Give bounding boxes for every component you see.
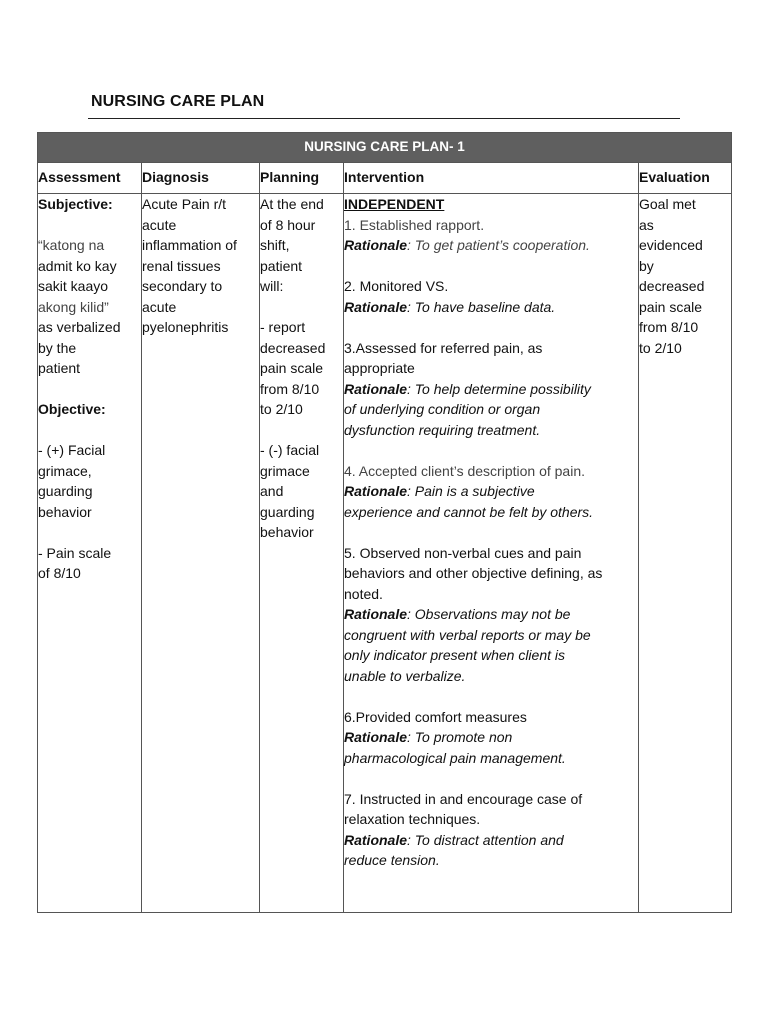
intervention-action-line: 4. Accepted client’s description of pain. bbox=[344, 462, 586, 479]
intervention-action-line: relaxation techniques. bbox=[344, 811, 481, 827]
intervention-item bbox=[344, 707, 638, 769]
rationale-line: only indicator present when client is bbox=[344, 647, 566, 663]
planning-goal-line: pain scale bbox=[260, 360, 324, 376]
intervention-cell bbox=[344, 194, 639, 913]
evaluation-line: as bbox=[639, 216, 654, 233]
patient-quote-line: admit ko kay bbox=[38, 257, 117, 274]
assessment-cell bbox=[38, 194, 142, 913]
intervention-item bbox=[344, 543, 638, 687]
rationale-label: Rationale bbox=[344, 831, 408, 848]
intervention-action-line: 7. Instructed in and encourage case of bbox=[344, 790, 583, 807]
evaluation-cell bbox=[639, 194, 732, 913]
intervention-action-line: behaviors and other objective defining, as bbox=[344, 565, 603, 581]
title-divider bbox=[88, 118, 680, 119]
objective-line: - (+) Facial bbox=[38, 442, 106, 458]
intervention-item bbox=[344, 789, 638, 871]
content-row bbox=[38, 194, 732, 913]
header-diagnosis: Diagnosis bbox=[142, 163, 260, 194]
rationale-line bbox=[344, 481, 638, 502]
rationale-line: dysfunction requiring treatment. bbox=[344, 421, 541, 438]
patient-quote-line: akong kilid” bbox=[38, 298, 109, 315]
subjective-label: Subjective: bbox=[38, 196, 113, 212]
rationale-text: : Observations may not be bbox=[407, 606, 571, 622]
diagnosis-cell bbox=[142, 194, 260, 913]
planning-goal-line: from 8/10 bbox=[260, 380, 320, 397]
intervention-item bbox=[344, 461, 638, 523]
intervention-action-line: 1. Established rapport. bbox=[344, 216, 485, 233]
planning-line: will: bbox=[260, 278, 284, 294]
rationale-line bbox=[344, 379, 638, 400]
rationale-line bbox=[344, 235, 638, 256]
rationale-label: Rationale bbox=[344, 380, 408, 397]
rationale-text: : Pain is a subjective bbox=[407, 483, 535, 499]
planning-line: At the end bbox=[260, 196, 324, 212]
rationale-label: Rationale bbox=[344, 729, 408, 745]
diagnosis-line: pyelonephritis bbox=[142, 319, 229, 335]
planning-goal-line: and bbox=[260, 483, 284, 499]
diagnosis-line: acute bbox=[142, 298, 177, 315]
care-plan-table bbox=[37, 132, 732, 913]
planning-goal-line: behavior bbox=[260, 524, 314, 540]
objective-line: guarding bbox=[38, 483, 93, 499]
rationale-line: of underlying condition or organ bbox=[344, 401, 541, 417]
diagnosis-line: inflammation of bbox=[142, 237, 237, 253]
objective-line: of 8/10 bbox=[38, 565, 81, 581]
planning-goal-line: - report bbox=[260, 319, 306, 335]
planning-goal-line: decreased bbox=[260, 339, 326, 356]
rationale-text: : To promote non bbox=[407, 729, 513, 745]
planning-line: shift, bbox=[260, 237, 290, 253]
assessment-text-line: patient bbox=[38, 360, 81, 376]
rationale-text: : To have baseline data. bbox=[407, 298, 556, 315]
rationale-line bbox=[344, 604, 638, 625]
objective-line: behavior bbox=[38, 503, 92, 520]
table-banner: NURSING CARE PLAN- 1 bbox=[38, 133, 732, 163]
evaluation-line: evidenced bbox=[639, 237, 703, 253]
rationale-label: Rationale bbox=[344, 298, 408, 315]
planning-goal-line: guarding bbox=[260, 503, 315, 520]
planning-goal-line: to 2/10 bbox=[260, 401, 303, 417]
planning-goal-line: - (-) facial bbox=[260, 442, 320, 458]
header-planning: Planning bbox=[260, 163, 344, 194]
diagnosis-line: acute bbox=[142, 216, 177, 233]
header-evaluation: Evaluation bbox=[639, 163, 732, 194]
rationale-line bbox=[344, 727, 638, 748]
planning-line: patient bbox=[260, 257, 303, 274]
patient-quote-line: sakit kaayo bbox=[38, 278, 109, 294]
rationale-text: : To help determine possibility bbox=[407, 380, 591, 397]
rationale-line: experience and cannot be felt by others. bbox=[344, 503, 594, 520]
header-intervention: Intervention bbox=[344, 163, 639, 194]
evaluation-line: to 2/10 bbox=[639, 339, 682, 356]
evaluation-line: decreased bbox=[639, 278, 705, 294]
intervention-action-line: 2. Monitored VS. bbox=[344, 278, 449, 294]
intervention-action-line: 3.Assessed for referred pain, as bbox=[344, 339, 543, 356]
evaluation-line: pain scale bbox=[639, 298, 703, 315]
objective-label: Objective: bbox=[38, 401, 106, 417]
evaluation-line: Goal met bbox=[639, 196, 696, 212]
diagnosis-line: Acute Pain r/t bbox=[142, 196, 227, 212]
rationale-line: reduce tension. bbox=[344, 852, 440, 868]
rationale-label: Rationale bbox=[344, 237, 408, 253]
rationale-line bbox=[344, 830, 638, 851]
patient-quote-line: “katong na bbox=[38, 237, 105, 253]
rationale-line: congruent with verbal reports or may be bbox=[344, 626, 591, 643]
rationale-line bbox=[344, 297, 638, 318]
intervention-item bbox=[344, 276, 638, 317]
rationale-label: Rationale bbox=[344, 606, 408, 622]
intervention-list bbox=[344, 215, 638, 871]
intervention-heading: INDEPENDENT bbox=[344, 196, 445, 212]
rationale-text: : To get patient’s cooperation. bbox=[407, 237, 590, 253]
rationale-label: Rationale bbox=[344, 483, 408, 499]
intervention-action-line: appropriate bbox=[344, 360, 415, 376]
intervention-action-line: 6.Provided comfort measures bbox=[344, 708, 527, 725]
intervention-item bbox=[344, 338, 638, 441]
document-title: NURSING CARE PLAN bbox=[91, 93, 265, 110]
diagnosis-line: renal tissues bbox=[142, 257, 221, 274]
rationale-line: pharmacological pain management. bbox=[344, 749, 566, 766]
rationale-text: : To distract attention and bbox=[407, 831, 564, 848]
diagnosis-line: secondary to bbox=[142, 278, 223, 294]
intervention-action-line: 5. Observed non-verbal cues and pain bbox=[344, 544, 582, 561]
planning-goal-line: grimace bbox=[260, 462, 310, 479]
intervention-action-line: noted. bbox=[344, 585, 383, 602]
header-row bbox=[38, 163, 732, 194]
objective-line: - Pain scale bbox=[38, 544, 112, 561]
planning-line: of 8 hour bbox=[260, 216, 316, 233]
header-assessment: Assessment bbox=[38, 163, 142, 194]
objective-line: grimace, bbox=[38, 462, 92, 479]
planning-cell bbox=[260, 194, 344, 913]
evaluation-line: by bbox=[639, 257, 654, 274]
assessment-text-line: as verbalized bbox=[38, 319, 121, 335]
rationale-line: unable to verbalize. bbox=[344, 667, 466, 684]
assessment-text-line: by the bbox=[38, 339, 77, 356]
intervention-item bbox=[344, 215, 638, 256]
evaluation-line: from 8/10 bbox=[639, 319, 699, 335]
